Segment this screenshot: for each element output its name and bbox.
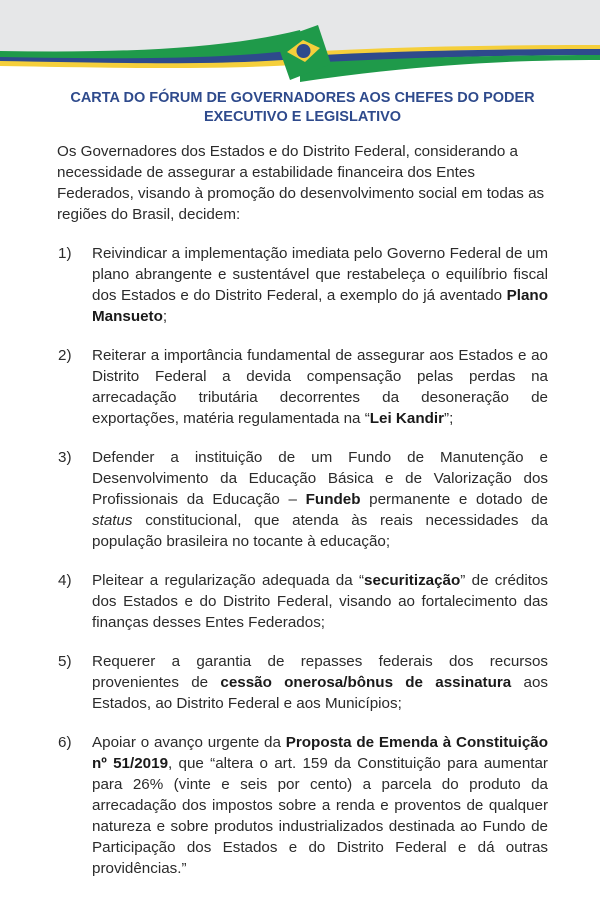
item-text-part: Reiterar a importância fundamental de assegurar aos Estados e ao Distrito Federal a devida compensação pelas perdas na arrecadação tributária decorrentes da desoneração de exportações, matéria regulamentada na “ bbox=[92, 347, 548, 427]
item-number: 6) bbox=[58, 734, 72, 751]
bold-term: Proposta de Emenda à Constituição nº 51/2019 bbox=[92, 734, 548, 772]
item-text bbox=[92, 243, 548, 327]
item-text-part: Pleitear a regularização adequada da “ bbox=[92, 572, 365, 589]
document-title bbox=[57, 89, 548, 127]
bold-term: Lei Kandir bbox=[369, 410, 445, 427]
list-item-5 bbox=[57, 651, 548, 714]
item-number: 5) bbox=[58, 653, 72, 670]
item-text-part: ; bbox=[162, 308, 168, 325]
item-text-part: Reivindicar a implementação imediata pelo Governo Federal de um plano abrangente e sustentável que restabeleça o equilíbrio fiscal dos Estados e do Distrito Federal, a exemplo do já aventado bbox=[92, 245, 548, 304]
item-text bbox=[92, 570, 548, 633]
item-text-part: constitucional, que atenda às reais necessidades da população brasileira no tocante à educação; bbox=[92, 512, 548, 550]
intro-paragraph: Os Governadores dos Estados e do Distrito Federal, considerando a necessidade de assegurar a estabilidade financeira dos Entes Federados, visando à promoção do desenvolvimento social em todas as regiões do Brasil, decidem: bbox=[57, 143, 545, 223]
item-number: 2) bbox=[58, 347, 72, 364]
list-item-4 bbox=[57, 570, 548, 633]
item-text-part: aos Estados, ao Distrito Federal e aos Municípios; bbox=[92, 674, 548, 712]
item-text-part: ” de créditos dos Estados e do Distrito Federal, visando ao fortalecimento das finanças desses Entes Federados; bbox=[92, 572, 548, 631]
list-item-2 bbox=[57, 345, 548, 429]
item-text bbox=[92, 447, 548, 552]
item-text-part: , que “altera o art. 159 da Constituição para aumentar para 26% (vinte e seis por cento) a parcela do produto da arrecadação dos impostos sobre a renda e proventos de qualquer natureza e sobre produtos industrializados destinada ao Fundo de Participação dos Estados e do Distrito Federal e dá outras providências.” bbox=[92, 755, 548, 877]
bold-term: securitização bbox=[364, 572, 461, 589]
item-number: 3) bbox=[58, 449, 72, 466]
list-item-3 bbox=[57, 447, 548, 552]
title-line-2: EXECUTIVO E LEGISLATIVO bbox=[203, 109, 402, 125]
document-body bbox=[0, 85, 600, 917]
list-item-6 bbox=[57, 732, 548, 879]
header-banner bbox=[0, 0, 600, 85]
item-text-part: permanente e dotado de bbox=[360, 491, 548, 508]
item-number: 4) bbox=[58, 572, 72, 589]
item-text bbox=[92, 345, 548, 429]
list-item-1 bbox=[57, 243, 548, 327]
item-text bbox=[92, 732, 548, 879]
brazil-ribbon-graphic bbox=[0, 0, 600, 85]
item-text-part: ”; bbox=[444, 410, 454, 427]
bold-term: Plano Mansueto bbox=[92, 287, 548, 325]
bold-term: Fundeb bbox=[305, 491, 361, 508]
italic-term: status bbox=[92, 512, 133, 529]
bold-term: cessão onerosa/bônus de assinatura bbox=[220, 674, 512, 691]
title-line-1: CARTA DO FÓRUM DE GOVERNADORES AOS CHEFES DO PODER bbox=[70, 90, 535, 106]
item-text bbox=[92, 651, 548, 714]
item-number: 1) bbox=[58, 245, 72, 262]
item-text-part: Defender a instituição de um Fundo de Manutenção e Desenvolvimento da Educação Básica e de Valorização dos Profissionais da Educação – bbox=[92, 449, 548, 508]
item-text-part: Apoiar o avanço urgente da bbox=[92, 734, 286, 751]
item-text-part: Requerer a garantia de repasses federais dos recursos provenientes de bbox=[92, 653, 548, 691]
